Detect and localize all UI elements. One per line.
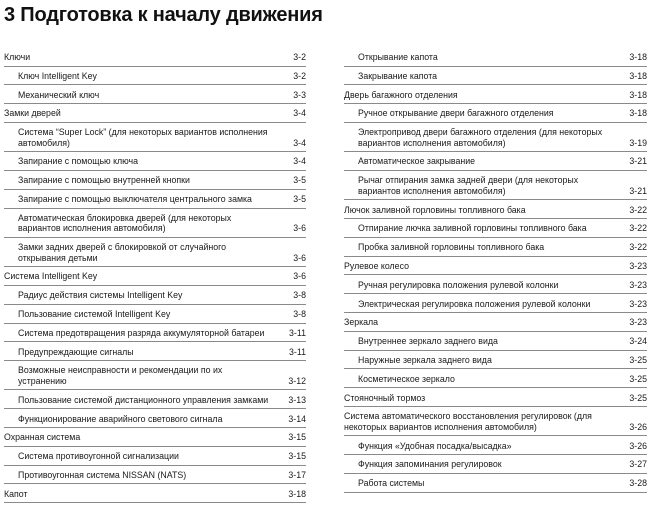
toc-subsection-entry[interactable]	[4, 127, 306, 152]
toc-page-number: 3-27	[629, 459, 647, 470]
toc-subsection-entry[interactable]	[344, 355, 647, 370]
toc-subsection-entry[interactable]	[344, 441, 647, 456]
toc-page-number: 3-23	[629, 260, 647, 271]
toc-page-number: 3-8	[293, 309, 306, 320]
toc-page-number: 3-25	[629, 373, 647, 384]
toc-section-entry[interactable]	[344, 317, 647, 332]
toc-entry-title: Пользование системой Intelligent Key	[18, 309, 171, 320]
toc-page-number: 3-22	[629, 242, 647, 253]
toc-subsection-entry[interactable]	[344, 374, 647, 389]
toc-page-number: 3-11	[289, 346, 306, 357]
toc-entry-title: Электропривод двери багажного отделения (для некоторых вариантов исполнения автомобиля)	[358, 127, 603, 148]
toc-page-number: 3-21	[629, 156, 647, 167]
toc-page-number: 3-25	[629, 392, 647, 403]
toc-page-number: 3-5	[293, 194, 306, 205]
toc-entry-title: Система “Super Lock” (для некоторых вариантов исполнения автомобиля)	[18, 127, 268, 148]
toc-page-number: 3-28	[629, 478, 647, 489]
toc-subsection-entry[interactable]	[4, 156, 306, 171]
toc-page-number: 3-18	[288, 488, 306, 499]
toc-page-number: 3-4	[293, 137, 306, 148]
toc-page-number: 3-26	[629, 421, 647, 432]
toc-page-number: 3-23	[629, 298, 647, 309]
toc-subsection-entry[interactable]	[4, 328, 306, 343]
page-title: 3 Подготовка к началу движения	[4, 4, 323, 26]
toc-entry-title: Дверь багажного отделения	[344, 89, 458, 100]
toc-section-entry[interactable]	[344, 411, 647, 436]
toc-section-entry[interactable]	[4, 271, 306, 286]
toc-entry-title: Система автоматического восстановления регулировок (для некоторых вариантов исполнения автомобиля)	[344, 411, 592, 432]
toc-entry-title: Пробка заливной горловины топливного бака	[358, 242, 545, 253]
toc-subsection-entry[interactable]	[344, 175, 647, 200]
toc-entry-title: Ключ Intelligent Key	[18, 70, 97, 81]
toc-subsection-entry[interactable]	[4, 451, 306, 466]
toc-page-number: 3-6	[293, 223, 306, 234]
toc-section-entry[interactable]	[4, 52, 306, 67]
toc-subsection-entry[interactable]	[344, 299, 647, 314]
toc-page-number: 3-18	[629, 108, 647, 119]
toc-section-entry[interactable]	[4, 432, 306, 447]
toc-page-number: 3-19	[629, 137, 647, 148]
toc-entry-title: Система противоугонной сигнализации	[18, 451, 179, 462]
toc-page-number: 3-23	[629, 279, 647, 290]
toc-page-number: 3-15	[288, 432, 306, 443]
toc-section-entry[interactable]	[344, 205, 647, 220]
toc-entry-title: Закрывание капота	[358, 70, 438, 81]
toc-subsection-entry[interactable]	[344, 336, 647, 351]
toc-subsection-entry[interactable]	[344, 223, 647, 238]
toc-subsection-entry[interactable]	[4, 90, 306, 105]
toc-page-number: 3-21	[629, 185, 647, 196]
toc-entry-title: Предупреждающие сигналы	[18, 346, 134, 357]
toc-subsection-entry[interactable]	[4, 365, 306, 390]
toc-entry-title: Ключи	[4, 52, 31, 62]
toc-entry-title: Стояночный тормоз	[344, 392, 426, 403]
toc-page-number: 3-6	[293, 271, 306, 282]
toc-section-entry[interactable]	[4, 108, 306, 123]
toc-page-number: 3-14	[288, 413, 306, 424]
toc-subsection-entry[interactable]	[344, 52, 647, 67]
toc-entry-title: Пользование системой дистанционного управления замками	[18, 394, 269, 405]
toc-subsection-entry[interactable]	[344, 478, 647, 493]
toc-section-entry[interactable]	[344, 393, 647, 408]
toc-page-number: 3-12	[288, 375, 306, 386]
toc-page-number: 3-2	[293, 52, 306, 62]
toc-entry-title: Функционирование аварийного светового сигнала	[18, 413, 223, 424]
toc-left-column	[4, 52, 306, 508]
toc-page-number: 3-11	[289, 327, 306, 338]
toc-subsection-entry[interactable]	[4, 213, 306, 238]
toc-page-number: 3-13	[288, 394, 306, 405]
toc-subsection-entry[interactable]	[4, 71, 306, 86]
toc-entry-title: Зеркала	[344, 317, 379, 328]
toc-subsection-entry[interactable]	[4, 175, 306, 190]
toc-section-entry[interactable]	[344, 90, 647, 105]
toc-page-number: 3-25	[629, 354, 647, 365]
toc-page-number: 3-2	[293, 70, 306, 81]
toc-entry-title: Наружные зеркала заднего вида	[358, 354, 492, 365]
toc-page-number: 3-22	[629, 204, 647, 215]
toc-entry-title: Запирание с помощью ключа	[18, 156, 139, 167]
toc-entry-title: Система Intelligent Key	[4, 271, 98, 282]
toc-entry-title: Система предотвращения разряда аккумуляторной батареи	[18, 327, 265, 338]
toc-entry-title: Работа системы	[358, 478, 425, 489]
toc-entry-title: Косметическое зеркало	[358, 373, 455, 384]
toc-page-number: 3-18	[629, 70, 647, 81]
toc-entry-title: Отпирание лючка заливной горловины топливного бака	[358, 223, 587, 234]
toc-entry-title: Ручная регулировка положения рулевой колонки	[358, 279, 559, 290]
toc-subsection-entry[interactable]	[344, 156, 647, 171]
toc-entry-title: Капот	[4, 488, 28, 499]
toc-entry-title: Охранная система	[4, 432, 81, 443]
toc-entry-title: Возможные неисправности и рекомендации по их устранению	[18, 365, 223, 386]
toc-entry-title: Радиус действия системы Intelligent Key	[18, 290, 183, 301]
toc-subsection-entry[interactable]	[344, 280, 647, 295]
toc-entry-title: Запирание с помощью внутренней кнопки	[18, 175, 190, 186]
toc-entry-title: Функция запоминания регулировок	[358, 459, 502, 470]
toc-page-number: 3-4	[293, 108, 306, 119]
toc-page-number: 3-5	[293, 175, 306, 186]
toc-subsection-entry[interactable]	[4, 395, 306, 410]
toc-page-number: 3-23	[629, 317, 647, 328]
toc-subsection-entry[interactable]	[4, 309, 306, 324]
toc-entry-title: Внутреннее зеркало заднего вида	[358, 336, 498, 347]
toc-subsection-entry[interactable]	[344, 127, 647, 152]
toc-subsection-entry[interactable]	[344, 108, 647, 123]
toc-entry-title: Рычаг отпирания замка задней двери (для некоторых вариантов исполнения автомобиля)	[358, 175, 579, 196]
toc-subsection-entry[interactable]	[344, 459, 647, 474]
toc-entry-title: Замки дверей	[4, 108, 61, 119]
toc-entry-title: Запирание с помощью выключателя центрального замка	[18, 194, 252, 205]
toc-entry-title: Лючок заливной горловины топливного бака	[344, 204, 526, 215]
toc-subsection-entry[interactable]	[4, 242, 306, 267]
toc-entry-title: Механический ключ	[18, 89, 100, 100]
toc-entry-title: Рулевое колесо	[344, 260, 409, 271]
toc-subsection-entry[interactable]	[4, 470, 306, 485]
toc-subsection-entry[interactable]	[4, 347, 306, 362]
toc-right-column	[344, 52, 647, 497]
toc-section-entry[interactable]	[4, 489, 306, 504]
toc-section-entry[interactable]	[344, 261, 647, 276]
toc-page-number: 3-8	[293, 290, 306, 301]
toc-page-number: 3-22	[629, 223, 647, 234]
toc-subsection-entry[interactable]	[4, 290, 306, 305]
toc-subsection-entry[interactable]	[344, 71, 647, 86]
toc-entry-title: Замки задних дверей с блокировкой от случайного открывания детьми	[18, 242, 227, 263]
toc-page-number: 3-4	[293, 156, 306, 167]
toc-page-number: 3-3	[293, 89, 306, 100]
toc-entry-title: Функция «Удобная посадка/высадка»	[358, 440, 512, 451]
toc-entry-title: Ручное открывание двери багажного отделения	[358, 108, 554, 119]
toc-page-number: 3-6	[293, 252, 306, 263]
toc-subsection-entry[interactable]	[4, 194, 306, 209]
toc-subsection-entry[interactable]	[344, 242, 647, 257]
toc-page-number: 3-24	[629, 336, 647, 347]
toc-entry-title: Автоматическое закрывание	[358, 156, 476, 167]
toc-page-number: 3-15	[288, 451, 306, 462]
toc-page-number: 3-18	[629, 52, 647, 62]
toc-entry-title: Открывание капота	[358, 52, 438, 62]
toc-entry-title: Автоматическая блокировка дверей (для некоторых вариантов исполнения автомобиля)	[18, 212, 232, 234]
toc-subsection-entry[interactable]	[4, 414, 306, 429]
toc-page-number: 3-17	[288, 469, 306, 480]
toc-page-number: 3-18	[629, 89, 647, 100]
toc-page-number: 3-26	[629, 440, 647, 451]
toc-entry-title: Электрическая регулировка положения рулевой колонки	[358, 298, 591, 309]
toc-entry-title: Противоугонная система NISSAN (NATS)	[18, 469, 187, 480]
